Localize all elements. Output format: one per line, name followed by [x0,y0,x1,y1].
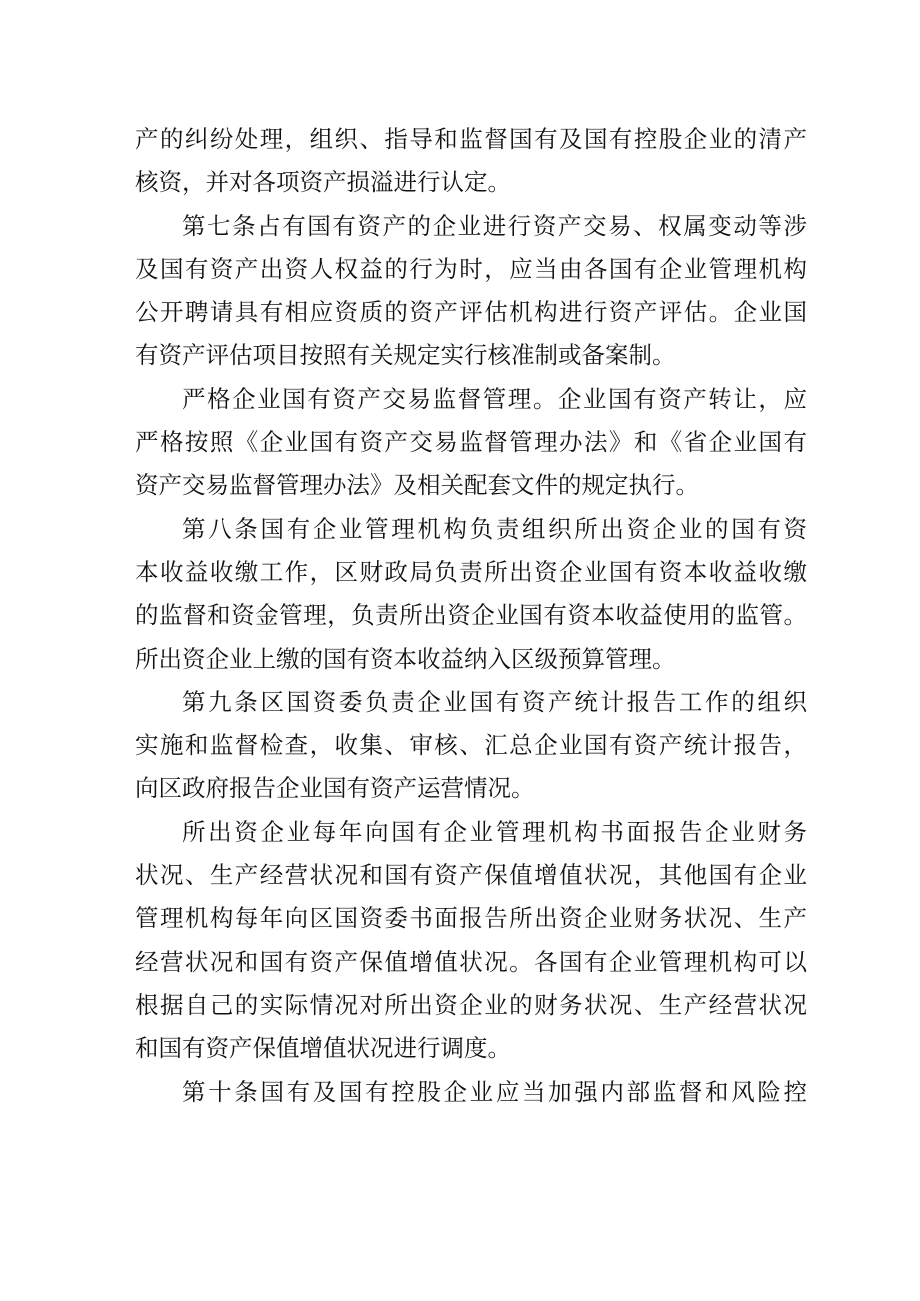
article-7-line-4: 有资产评估项目按照有关规定实行核准制或备案制。 [135,341,676,370]
article-8-line-3: 的监督和资金管理，负责所出资企业国有资本收益使用的监管。 [135,601,807,630]
article-10-line-1: 第十条国有及国有控股企业应当加强内部监督和风险控 [182,1077,807,1106]
paragraph-1-line-1: 产的纠纷处理，组织、指导和监督国有及国有控股企业的清产 [135,125,807,153]
article-9-line-1: 第九条区国资委负责企业国有资产统计报告工作的组织 [182,687,807,716]
annual-report-line-3: 管理机构每年向区国资委书面报告所出资企业财务状况、生产 [135,904,807,933]
asset-transaction-line-1: 严格企业国有资产交易监督管理。企业国有资产转让，应 [182,384,807,413]
article-9-line-2: 实施和监督检查，收集、审核、汇总企业国有资产统计报告， [135,731,807,760]
article-8-line-4: 所出资企业上缴的国有资本收益纳入区级预算管理。 [135,644,676,673]
article-8-line-2: 本收益收缴工作，区财政局负责所出资企业国有资本收益收缴 [135,557,807,586]
document-body [135,118,807,1114]
asset-transaction-line-2: 严格按照《企业国有资产交易监督管理办法》和《省企业国有 [135,428,807,457]
article-7-line-1: 第七条占有国有资产的企业进行资产交易、权属变动等涉 [182,211,807,240]
article-7-line-2: 及国有资产出资人权益的行为时，应当由各国有企业管理机构 [135,254,807,283]
article-9-line-3: 向区政府报告企业国有资产运营情况。 [135,774,535,803]
annual-report-line-5: 根据自己的实际情况对所出资企业的财务状况、生产经营状况 [135,990,807,1019]
annual-report-line-4: 经营状况和国有资产保值增值状况。各国有企业管理机构可以 [135,947,807,976]
paragraph-1-line-2: 核资，并对各项资产损溢进行认定。 [135,168,511,197]
annual-report-line-1: 所出资企业每年向国有企业管理机构书面报告企业财务 [182,817,807,846]
annual-report-line-6: 和国有资产保值增值状况进行调度。 [135,1034,511,1063]
asset-transaction-line-3: 资产交易监督管理办法》及相关配套文件的规定执行。 [135,471,699,500]
article-8-line-1: 第八条国有企业管理机构负责组织所出资企业的国有资 [182,514,807,543]
annual-report-line-2: 状况、生产经营状况和国有资产保值增值状况，其他国有企业 [135,861,807,890]
article-7-line-3: 公开聘请具有相应资质的资产评估机构进行资产评估。企业国 [135,298,807,327]
